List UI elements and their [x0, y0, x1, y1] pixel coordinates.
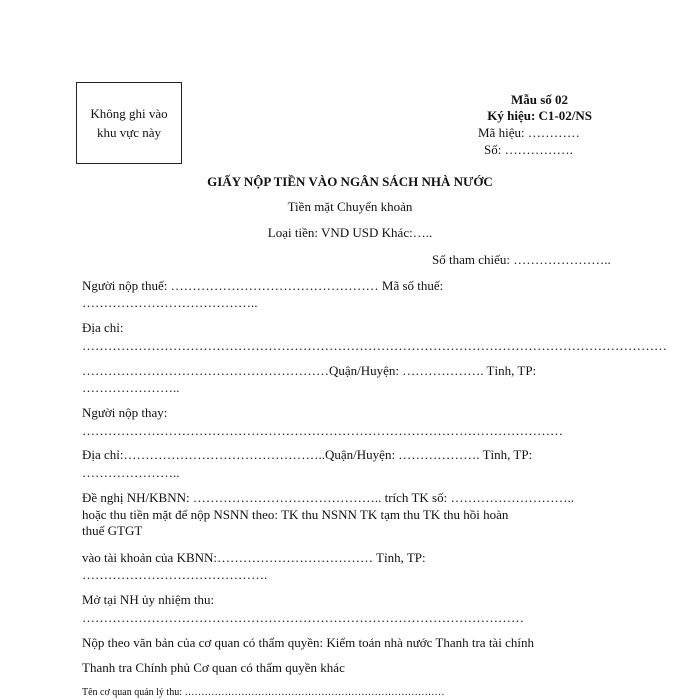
reserved-area-line2: khu vực này	[96, 125, 162, 140]
reserved-area-line1: Không ghi vào	[90, 106, 168, 121]
form-number: Mẫu số 02	[510, 92, 568, 107]
authority-options-continued[interactable]: Thanh tra Chính phủ Cơ quan có thẩm quyền khác	[82, 660, 345, 675]
collecting-agency-field[interactable]: Tên cơ quan quản lý thu: ……………………………………………………………………	[82, 687, 445, 698]
treasury-account-continued[interactable]: …………………………………….	[82, 567, 268, 582]
proxy-province-field[interactable]: …………………..	[82, 465, 180, 480]
document-title: GIẤY NỘP TIỀN VÀO NGÂN SÁCH NHÀ NƯỚC	[207, 174, 493, 189]
bank-request-field[interactable]: Đề nghị NH/KBNN: …………………………………….. trích TK số: ………………………..	[82, 490, 574, 505]
treasury-account-field[interactable]: vào tài khoản của KBNN:……………………………… Tỉnh, TP:	[82, 550, 426, 565]
payer-field[interactable]: Người nộp thuế: ………………………………………… Mã số thuế:	[82, 278, 444, 293]
form-code: Ký hiệu: C1-02/NS	[487, 108, 592, 123]
currency-options[interactable]: Loại tiền: VND USD Khác:…..	[267, 225, 433, 240]
proxy-payer-label: Người nộp thay:	[82, 405, 168, 420]
reference-number-field[interactable]: Số tham chiếu: …………………..	[432, 252, 611, 267]
ma-hieu-field[interactable]: Mã hiệu: …………	[478, 125, 580, 140]
reserved-area-box	[76, 82, 182, 164]
province-field[interactable]: …………………..	[82, 380, 180, 395]
address-field[interactable]: ………………………………………………………………………………………………………………………	[82, 338, 667, 353]
collecting-bank-field[interactable]: …………………………………………………………………………………………	[82, 610, 524, 625]
collecting-bank-label: Mở tại NH ủy nhiệm thu:	[82, 592, 215, 607]
address-label: Địa chỉ:	[82, 320, 124, 335]
proxy-address-field[interactable]: Địa chỉ:………………………………………..Quận/Huyện: ………………. Tỉnh, TP:	[82, 447, 533, 462]
proxy-payer-field[interactable]: …………………………………………………………………………………………………	[82, 423, 563, 438]
district-field[interactable]: …………………………………………………Quận/Huyện: ………………. Tỉnh, TP:	[82, 363, 537, 378]
account-type-options[interactable]: hoặc thu tiền mặt để nộp NSNN theo: TK thu NSNN TK tạm thu TK thu hồi hoàn	[82, 507, 509, 522]
payment-method-options[interactable]: Tiền mặt Chuyển khoản	[287, 199, 413, 214]
authority-options[interactable]: Nộp theo văn bản của cơ quan có thẩm quyền: Kiểm toán nhà nước Thanh tra tài chính	[82, 635, 534, 650]
payer-field-continued[interactable]: …………………………………..	[82, 295, 258, 310]
vat-refund-option[interactable]: thuế GTGT	[82, 523, 143, 538]
so-field[interactable]: Số: …………….	[484, 142, 573, 157]
